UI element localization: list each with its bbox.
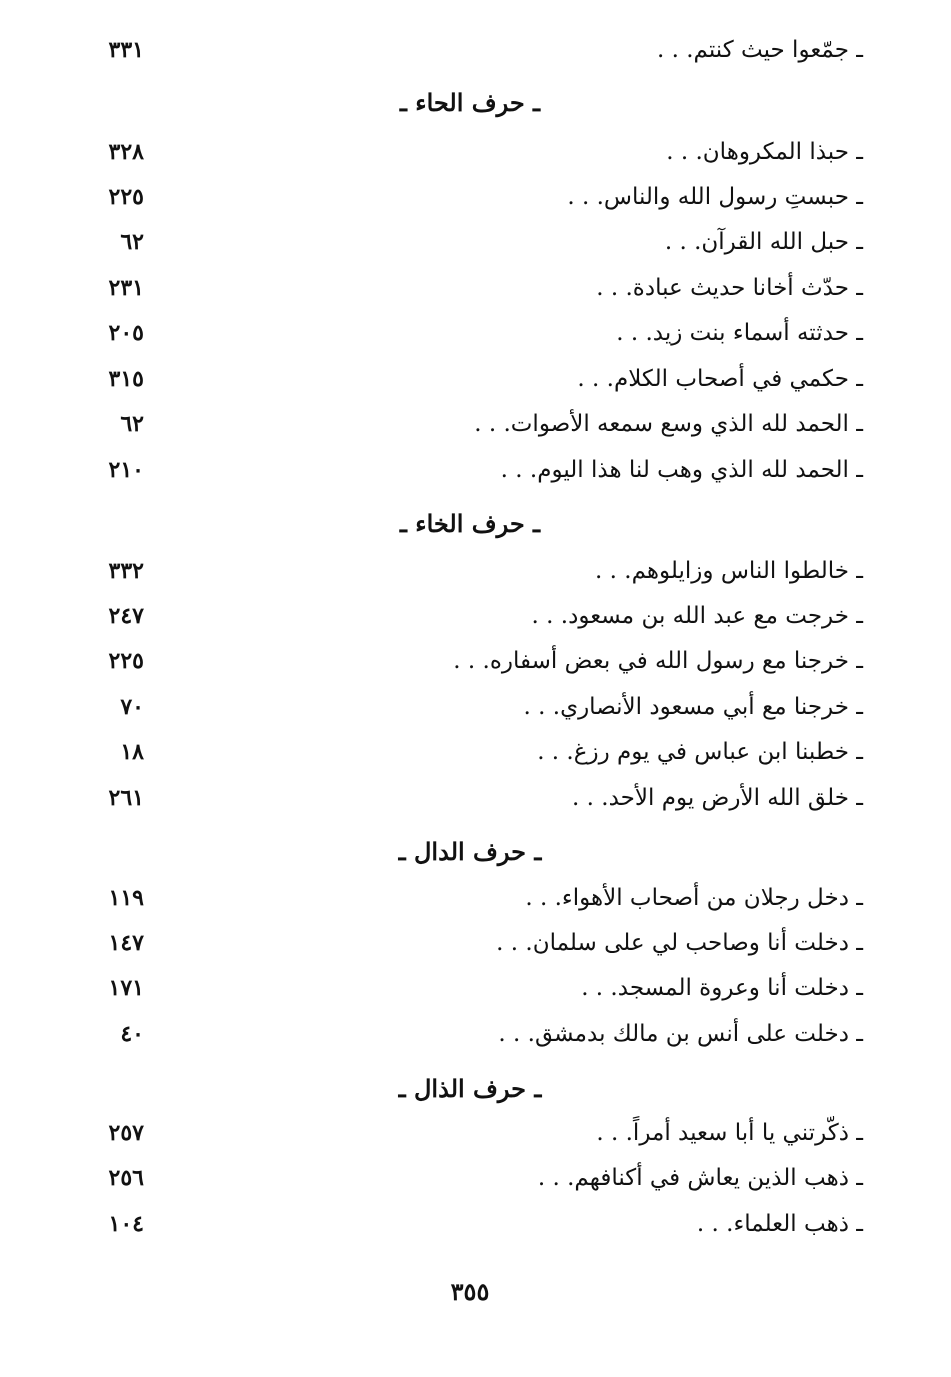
entry-page-number: ٢٥٧: [108, 1120, 144, 1146]
entry-text: ـ دخلت أنا وعروة المسجد. . .: [581, 975, 863, 1001]
index-entry: [0, 968, 951, 1008]
entry-page-number: ٤٠: [120, 1021, 144, 1047]
entry-text: ـ الحمد لله الذي وهب لنا هذا اليوم. . .: [500, 457, 863, 483]
entry-page-number: ١٨: [120, 739, 144, 765]
entry-text: ـ حبستِ رسول الله والناس. . .: [567, 184, 863, 210]
section-heading-haa: ـ حرف الحاء ـ: [399, 88, 541, 117]
entry-text: ـ حبل الله القرآن. . .: [664, 229, 863, 255]
entry-page-number: ١٤٧: [108, 930, 144, 956]
entry-page-number: ٦٢: [120, 229, 144, 255]
entry-text: ـ حدثته أسماء بنت زيد. . .: [616, 320, 863, 346]
section-heading-daal: ـ حرف الدال ـ: [398, 837, 542, 866]
entry-page-number: ١٠٤: [108, 1211, 144, 1237]
entry-text: ـ حبذا المكروهان. . .: [666, 139, 863, 165]
entry-page-number: ٢٦١: [108, 785, 144, 811]
index-entry: [0, 878, 951, 918]
entry-text: ـ خرجنا مع أبي مسعود الأنصاري. . .: [523, 694, 863, 720]
section-heading-dhaal: ـ حرف الذال ـ: [398, 1074, 542, 1103]
section-heading-khaa: ـ حرف الخاء ـ: [399, 509, 541, 538]
index-entry: [0, 732, 951, 772]
entry-page-number: ٧٠: [120, 694, 144, 720]
entry-page-number: ٦٢: [120, 411, 144, 437]
entry-page-number: ١٧١: [108, 975, 144, 1001]
entry-text: ـ ذكّرتني يا أبا سعيد أمراً. . .: [596, 1120, 863, 1146]
entry-text: ـ حكمي في أصحاب الكلام. . .: [577, 366, 863, 392]
index-entry: [0, 1014, 951, 1054]
index-entry: [0, 313, 951, 353]
index-entry: [0, 923, 951, 963]
entry-text: ـ خرجنا مع رسول الله في بعض أسفاره. . .: [453, 648, 863, 674]
entry-page-number: ٢٢٥: [108, 184, 144, 210]
entry-page-number: ٢٠٥: [108, 320, 144, 346]
index-entry: [0, 687, 951, 727]
entry-page-number: ٣٢٨: [108, 139, 144, 165]
entry-page-number: ٢٢٥: [108, 648, 144, 674]
entry-page-number: ٢١٠: [108, 457, 144, 483]
page-number: ٣٥٥: [450, 1277, 490, 1306]
index-entry: [0, 404, 951, 444]
index-entry: [0, 1204, 951, 1244]
entry-text: ـ ذهب العلماء. . .: [696, 1211, 863, 1237]
entry-page-number: ٢٤٧: [108, 603, 144, 629]
entry-text: ـ خرجت مع عبد الله بن مسعود. . .: [531, 603, 863, 629]
index-entry: [0, 1113, 951, 1153]
entry-page-number: ١١٩: [108, 885, 144, 911]
entry-page-number: ٣٣٢: [108, 558, 144, 584]
entry-text: ـ حدّث أخانا حديث عبادة. . .: [596, 275, 863, 301]
entry-text: ـ جمّعوا حيث كنتم. . .: [657, 37, 863, 63]
index-entry: [0, 596, 951, 636]
index-entry: [0, 177, 951, 217]
entry-text: ـ خطبنا ابن عباس في يوم رزغ. . .: [537, 739, 863, 765]
entry-page-number: ٢٥٦: [108, 1165, 144, 1191]
index-entry: [0, 778, 951, 818]
index-entry: [0, 1158, 951, 1198]
entry-page-number: ٣١٥: [108, 366, 144, 392]
index-entry: [0, 551, 951, 591]
entry-text: ـ خالطوا الناس وزايلوهم. . .: [595, 558, 863, 584]
entry-text: ـ ذهب الذين يعاش في أكنافهم. . .: [537, 1165, 863, 1191]
index-entry: [0, 222, 951, 262]
entry-page-number: ٣٣١: [108, 37, 144, 63]
entry-text: ـ الحمد لله الذي وسع سمعه الأصوات. . .: [474, 411, 863, 437]
index-entry: [0, 641, 951, 681]
entry-page-number: ٢٣١: [108, 275, 144, 301]
index-entry: [0, 359, 951, 399]
entry-text: ـ دخل رجلان من أصحاب الأهواء. . .: [525, 885, 863, 911]
index-entry: [0, 132, 951, 172]
index-entry: [0, 268, 951, 308]
entry-text: ـ خلق الله الأرض يوم الأحد. . .: [572, 785, 863, 811]
entry-text: ـ دخلت على أنس بن مالك بدمشق. . .: [498, 1021, 863, 1047]
entry-text: ـ دخلت أنا وصاحب لي على سلمان. . .: [496, 930, 863, 956]
index-entry: [0, 450, 951, 490]
index-entry: [0, 30, 951, 70]
